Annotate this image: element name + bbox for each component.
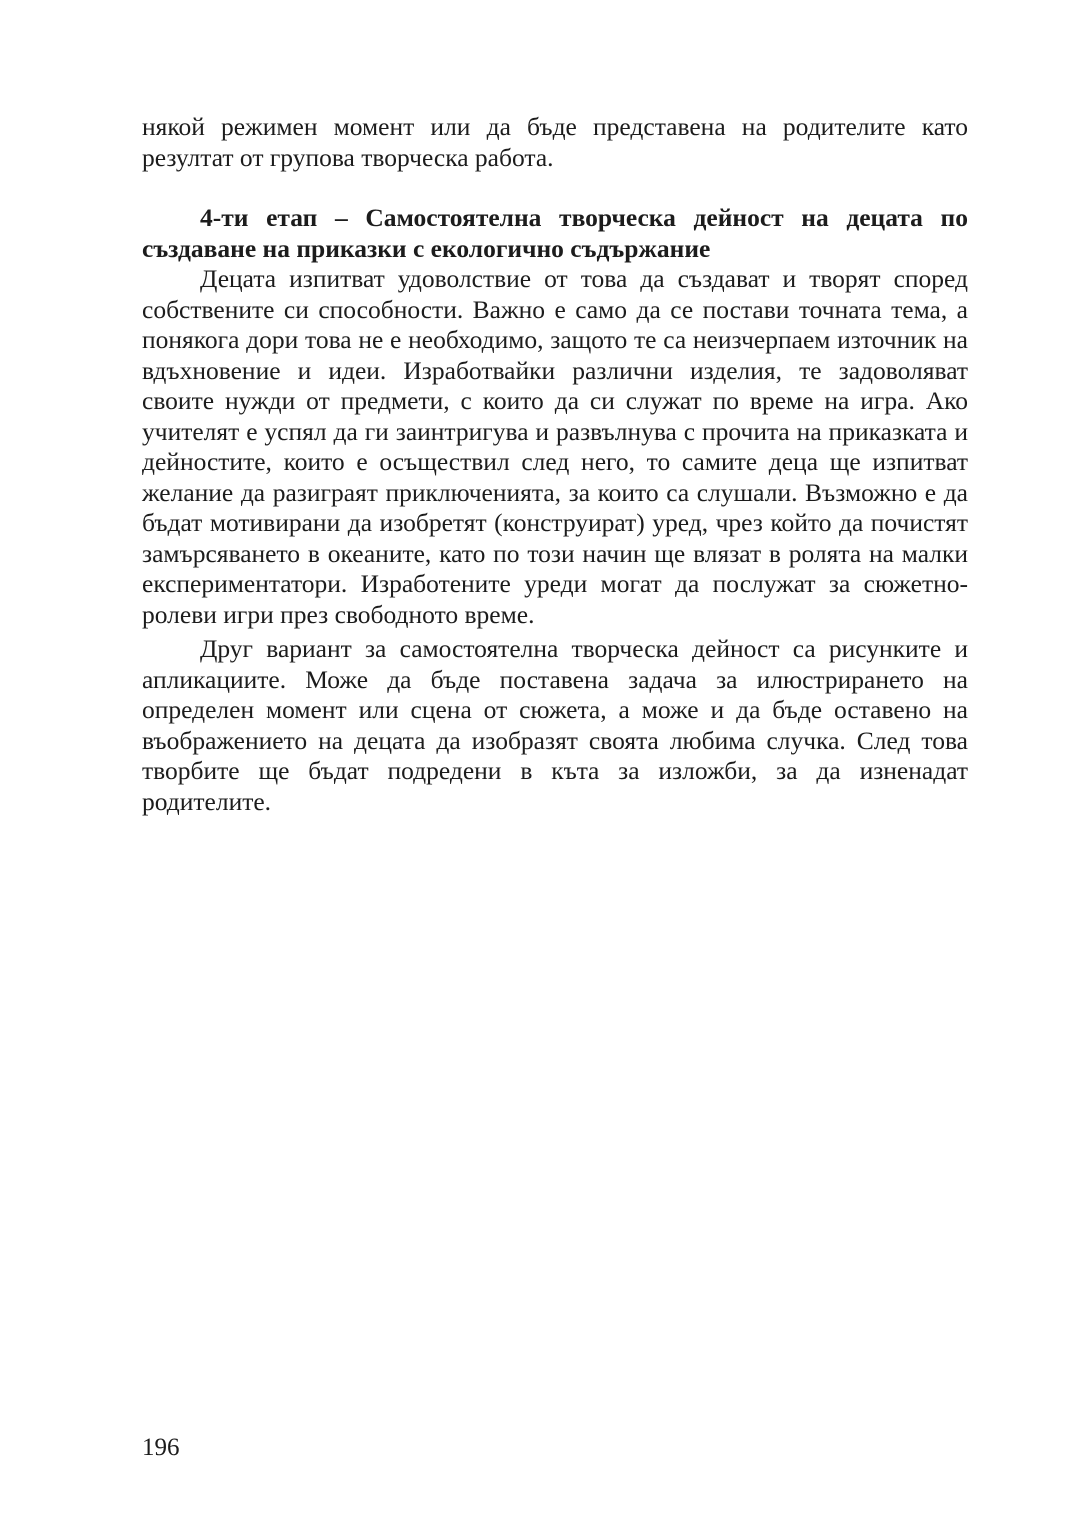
body-text [142,112,968,817]
continued-paragraph: някой режимен момент или да бъде представена на родителите като резултат от групова творческа работа. [142,112,968,172]
paragraph-2: Друг вариант за самостоятелна творческа дейност са рисунките и апликациите. Може да бъде поставена задача за илюстрирането на определен момент или сцена от сюжета, а може и да бъде оставено на въображението на децата да изобразят своята любима случка. След това творбите ще бъдат подредени в кътa за изложби, за да изненадат родителите. [142,634,968,816]
section-heading: 4-ти етап – Самостоятелна творческа дейност на децата по създаване на приказки с екологично съдържание [142,203,968,263]
paragraph-1: Децата изпитват удоволствие от това да създават и творят според собствените си способности. Важно е само да се постави точната тема, а понякога дори това не е необходимо, защото те са неизчерпаем източник на вдъхновение и идеи. Изработвайки различни изделия, те задоволяват своите нужди от предмети, с които да си служат по време на игра. Ако учителят е успял да ги заинтригува и развълнува с прочита на приказката и дейностите, които е осъществил след него, то самите деца ще изпитват желание да разиграят приключенията, за които са слушали. Възможно е да бъдат мотивирани да изобретят (конструират) уред, чрез който да почистят замърсяването в океаните, като по този начин ще влязат в ролята на малки експериментатори. Изработените уреди могат да послужат за сюжетно-ролеви игри през свободното време. [142,264,968,629]
page-number: 196 [142,1434,180,1461]
